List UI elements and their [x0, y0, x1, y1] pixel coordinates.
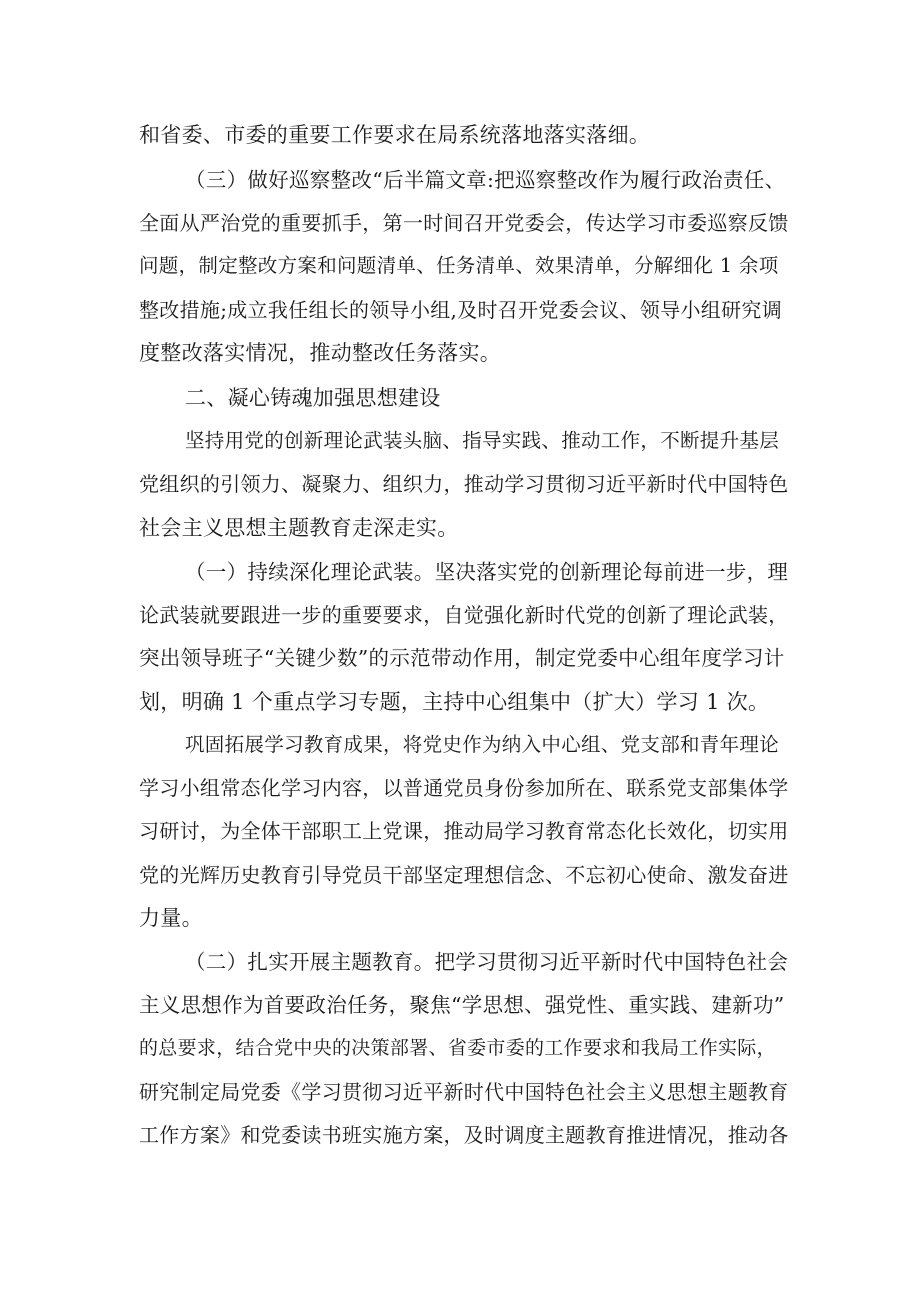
text-line: 全面从严治党的重要抓手，第一时间召开党委会，传达学习市委巡察反馈 [139, 211, 789, 235]
text-line: （三）做好巡察整改“后半篇文章:把巡察整改作为履行政治责任、 [185, 168, 786, 192]
text-line: 整改措施;成立我任组长的领导小组,及时召开党委会议、领导小组研究调 [139, 298, 782, 322]
text-line: （二）扎实开展主题教育。把学习贯彻习近平新时代中国特色社会 [185, 950, 789, 974]
text-line: 党组织的引领力、凝聚力、组织力，推动学习贯彻习近平新时代中国特色 [139, 472, 789, 496]
text-line: 的总要求，结合党中央的决策部署、省委市委的工作要求和我局工作实际， [139, 1037, 776, 1059]
text-line: 问题，制定整改方案和问题清单、任务清单、效果清单，分解细化 1 余项 [139, 254, 779, 277]
text-line: 巩固拓展学习教育成果，将党史作为纳入中心组、党支部和青年理论 [185, 733, 780, 756]
section-heading: 二、凝心铸魂加强思想建设 [185, 386, 441, 410]
text-line: 主义思想作为首要政治任务，聚焦“学思想、强党性、重实践、建新功” [139, 993, 785, 1017]
text-line: 划，明确 1 个重点学习专题，主持中心组集中（扩大）学习 1 次。 [139, 690, 770, 714]
text-line: 度整改落实情况，推动整改任务落实。 [139, 341, 502, 365]
text-line: 习研讨，为全体干部职工上党课，推动局学习教育常态化长效化，切实用 [139, 819, 789, 843]
text-line: 力量。 [139, 906, 203, 930]
text-line: 和省委、市委的重要工作要求在局系统落地落实落细。 [139, 123, 651, 147]
text-line: 社会主义思想主题教育走深走实。 [139, 516, 459, 540]
text-line: 学习小组常态化学习内容，以普通党员身份参加所在、联系党支部集体学 [139, 776, 789, 800]
text-line: 研究制定局党委《学习贯彻习近平新时代中国特色社会主义思想主题教育 [139, 1080, 789, 1104]
text-line: 工作方案》和党委读书班实施方案，及时调度主题教育推进情况，推动各 [139, 1123, 789, 1147]
text-line: 论武装就要跟进一步的重要要求，自觉强化新时代党的创新了理论武装， [139, 603, 789, 627]
text-line: 突出领导班子“关键少数”的示范带动作用，制定党委中心组年度学习计 [139, 646, 785, 670]
text-line: 党的光辉历史教育引导党员干部坚定理想信念、不忘初心使命、激发奋进 [139, 863, 789, 887]
text-line: （一）持续深化理论武装。坚决落实党的创新理论每前进一步，理 [185, 560, 789, 584]
text-line: 坚持用党的创新理论武装头脑、指导实践、推动工作，不断提升基层 [185, 429, 780, 452]
